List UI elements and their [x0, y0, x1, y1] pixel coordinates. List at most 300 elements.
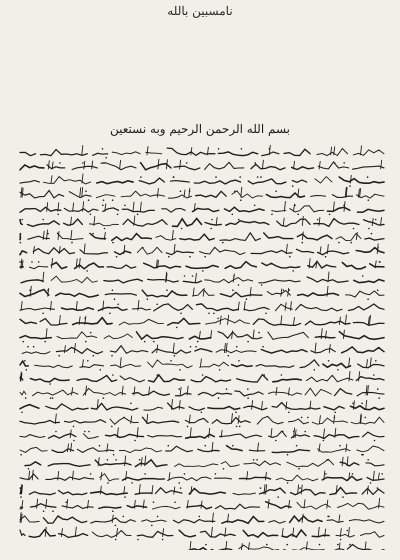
manuscript-line [20, 159, 384, 170]
script-word [144, 407, 163, 410]
script-word [119, 319, 163, 325]
manuscript-line [20, 145, 384, 158]
script-word [22, 352, 50, 354]
script-dot [260, 487, 262, 489]
script-word [64, 208, 98, 212]
script-stroke [193, 288, 194, 296]
manuscript-line [20, 400, 384, 414]
script-stroke [377, 244, 378, 254]
script-word [200, 531, 235, 537]
script-word [35, 365, 73, 368]
script-word [95, 460, 131, 465]
script-word [99, 507, 121, 508]
script-word [330, 488, 357, 495]
script-dot [361, 403, 363, 405]
manuscript-line [184, 541, 384, 550]
script-dot [247, 388, 249, 390]
script-word [46, 477, 94, 480]
script-stroke [367, 386, 368, 396]
script-word [21, 280, 43, 283]
script-dot [373, 374, 375, 376]
script-word [180, 234, 214, 240]
script-dot [343, 205, 345, 207]
script-dot [349, 544, 351, 546]
manuscript-line [20, 300, 384, 314]
script-stroke [189, 188, 190, 197]
script-dot [186, 162, 188, 164]
script-dot [168, 445, 170, 447]
script-stroke [334, 415, 335, 423]
script-word [290, 516, 323, 522]
script-dot [47, 233, 49, 235]
script-dot [233, 275, 235, 277]
script-dot [377, 289, 379, 291]
script-word [20, 361, 28, 366]
script-dot [352, 403, 354, 405]
script-dot [329, 214, 331, 216]
script-stroke [112, 515, 113, 522]
script-word [353, 150, 384, 156]
script-word [351, 406, 385, 410]
script-word [91, 403, 137, 410]
script-dot [190, 346, 192, 348]
script-dot [232, 445, 234, 447]
script-stroke [190, 541, 191, 550]
script-word [362, 488, 384, 494]
manuscript-line [20, 187, 384, 201]
script-word [367, 478, 384, 481]
script-dot [90, 473, 92, 475]
script-dot [213, 313, 215, 315]
script-word [179, 530, 195, 537]
script-stroke [172, 230, 173, 239]
script-word [327, 520, 343, 523]
script-stroke [32, 470, 33, 480]
script-dot [325, 256, 327, 258]
script-dot [55, 431, 57, 433]
script-stroke [339, 317, 340, 324]
script-stroke [200, 359, 201, 367]
script-dot [264, 374, 266, 376]
script-dot [379, 261, 381, 263]
script-word [332, 195, 352, 198]
script-dot [241, 148, 243, 150]
script-stroke [372, 218, 373, 225]
script-stroke [361, 146, 362, 155]
script-stroke [318, 527, 319, 536]
script-word [48, 434, 75, 439]
script-stroke [349, 371, 350, 381]
script-dot [93, 355, 95, 357]
script-dot [334, 417, 336, 419]
script-stroke [140, 202, 141, 211]
script-stroke [72, 388, 73, 395]
script-dot [218, 397, 220, 399]
script-word [29, 492, 55, 495]
script-word [272, 450, 309, 453]
script-dot [113, 454, 115, 456]
script-dot [103, 199, 105, 201]
script-stroke [329, 345, 330, 353]
script-dot [184, 473, 186, 475]
script-word [137, 247, 162, 254]
script-word [257, 416, 283, 424]
script-word [20, 447, 47, 452]
script-dot [238, 219, 240, 221]
script-dot [140, 176, 142, 178]
script-stroke [46, 499, 47, 508]
script-dot [71, 242, 73, 244]
script-dot [260, 176, 262, 178]
script-word [104, 279, 143, 283]
script-dot [338, 242, 340, 244]
script-stroke [241, 187, 242, 197]
script-word [353, 166, 385, 169]
script-dot [174, 355, 176, 357]
script-stroke [92, 161, 93, 169]
script-dot [277, 496, 279, 498]
script-dot [123, 417, 125, 419]
script-dot [115, 525, 117, 527]
script-word [48, 464, 90, 467]
script-dot [377, 487, 379, 489]
script-word [225, 262, 256, 269]
script-dot [52, 510, 54, 512]
script-word [186, 265, 218, 268]
script-word [318, 251, 349, 255]
script-stroke [327, 245, 328, 254]
script-dot [103, 397, 105, 399]
script-dot [73, 426, 75, 428]
script-dot [142, 247, 144, 249]
script-stroke [82, 360, 83, 367]
script-stroke [358, 189, 359, 197]
script-word [232, 191, 263, 198]
script-dot [85, 190, 87, 192]
script-dot [102, 205, 104, 207]
script-dot [111, 426, 113, 428]
script-dot [232, 214, 234, 216]
script-stroke [179, 401, 180, 410]
script-word [77, 448, 113, 453]
script-stroke [366, 400, 367, 409]
script-stroke [158, 159, 159, 169]
script-stroke [262, 402, 263, 410]
script-dot [112, 289, 114, 291]
script-word [20, 530, 25, 536]
script-word [297, 502, 330, 509]
script-word [135, 493, 152, 494]
script-dot [275, 190, 277, 192]
script-dot [367, 459, 369, 461]
script-dot [28, 468, 30, 470]
script-word [290, 206, 324, 212]
script-stroke [265, 472, 266, 480]
script-dot [156, 374, 158, 376]
script-word [205, 278, 253, 283]
script-word [73, 318, 112, 325]
script-dot [90, 214, 92, 216]
script-word [33, 248, 74, 254]
script-stroke [82, 146, 83, 155]
script-dot [25, 397, 27, 399]
script-word [187, 505, 212, 509]
script-word [162, 208, 185, 212]
script-dot [226, 388, 228, 390]
script-dot [368, 199, 370, 201]
manuscript-body [18, 140, 386, 550]
script-stroke [157, 188, 158, 197]
script-dot [92, 233, 94, 235]
script-word [189, 489, 225, 495]
script-dot [42, 219, 44, 221]
script-word [291, 489, 326, 495]
script-word [189, 336, 210, 339]
script-stroke [21, 188, 22, 198]
script-word [20, 181, 39, 184]
script-dot [137, 539, 139, 541]
script-word [153, 506, 181, 509]
script-word [317, 149, 348, 156]
script-word [233, 493, 255, 495]
script-stroke [281, 289, 282, 296]
script-stroke [319, 162, 320, 169]
script-dot [173, 176, 175, 178]
manuscript-line [20, 498, 384, 512]
script-dot [282, 431, 284, 433]
script-word [184, 548, 212, 550]
script-word [208, 407, 240, 410]
script-word [292, 180, 307, 182]
script-dot [178, 388, 180, 390]
script-dot [84, 431, 86, 433]
script-stroke [302, 514, 303, 522]
script-word [196, 304, 238, 311]
script-stroke [84, 161, 85, 169]
script-word [142, 417, 178, 423]
script-stroke [70, 430, 71, 438]
script-dot [337, 544, 339, 546]
manuscript-line [20, 315, 384, 328]
script-word [195, 349, 212, 352]
script-dot [339, 445, 341, 447]
script-dot [325, 473, 327, 475]
script-dot [353, 228, 355, 230]
script-dot [377, 388, 379, 390]
script-dot [254, 205, 256, 207]
script-stroke [262, 160, 263, 169]
script-stroke [373, 471, 374, 480]
script-dot [352, 473, 354, 475]
script-dot [131, 482, 133, 484]
script-dot [301, 417, 303, 419]
script-word [232, 365, 253, 367]
script-stroke [339, 515, 340, 523]
script-word [20, 152, 36, 155]
script-word [198, 449, 219, 451]
script-stroke [286, 244, 287, 254]
script-dot [218, 148, 220, 150]
script-dot [21, 261, 23, 263]
script-word [56, 347, 102, 353]
script-dot [82, 162, 84, 164]
script-dot [288, 289, 290, 291]
script-word [235, 391, 263, 396]
script-word [227, 446, 243, 451]
manuscript-line [20, 329, 384, 343]
script-stroke [271, 429, 272, 438]
script-word [107, 265, 136, 268]
script-dot [112, 374, 114, 376]
manuscript-line [25, 456, 384, 470]
script-word [29, 530, 55, 538]
script-word [110, 418, 138, 425]
script-dot [265, 313, 267, 315]
script-word [215, 478, 232, 479]
script-dot [130, 403, 132, 405]
script-dot [162, 539, 164, 541]
script-dot [298, 468, 300, 470]
script-word [64, 219, 83, 225]
script-word [77, 376, 117, 382]
script-word [272, 403, 320, 410]
script-dot [151, 525, 153, 527]
script-dot [21, 374, 23, 376]
script-word [28, 236, 49, 239]
script-dot [378, 397, 380, 399]
script-dot [287, 482, 289, 484]
script-dot [90, 332, 92, 334]
script-word [267, 291, 290, 296]
script-word [51, 263, 66, 269]
script-word [105, 294, 136, 295]
script-word [256, 365, 294, 368]
script-word [20, 308, 54, 310]
script-stroke [180, 160, 181, 169]
script-word [20, 290, 49, 297]
script-dot [297, 214, 299, 216]
script-dot [204, 256, 206, 258]
script-word [287, 459, 334, 466]
script-dot [287, 454, 289, 456]
script-word [221, 462, 239, 467]
script-word [83, 434, 98, 439]
script-dot [21, 412, 23, 414]
script-word [300, 360, 319, 368]
script-stroke [84, 244, 85, 254]
script-dot [86, 270, 88, 272]
script-dot [258, 332, 260, 334]
script-dot [271, 214, 273, 216]
script-word [314, 219, 359, 227]
script-word [216, 549, 232, 550]
script-dot [47, 289, 49, 291]
script-word [30, 266, 48, 268]
script-word [72, 166, 97, 169]
script-stroke [324, 429, 325, 438]
script-word [92, 531, 131, 538]
script-stroke [75, 527, 76, 537]
script-word [292, 167, 314, 170]
manuscript-line [20, 286, 384, 300]
script-word [139, 178, 164, 184]
script-word [322, 476, 362, 480]
script-word [308, 262, 336, 269]
script-dot [42, 313, 44, 315]
script-stroke [59, 316, 60, 325]
script-dot [20, 496, 22, 498]
script-word [20, 251, 27, 255]
script-stroke [169, 473, 170, 480]
script-dot [124, 205, 126, 207]
script-dot [256, 459, 258, 461]
script-stroke [359, 372, 360, 381]
script-stroke [201, 501, 202, 508]
script-dot [217, 318, 219, 320]
script-stroke [83, 202, 84, 212]
script-stroke [348, 528, 349, 537]
script-word [277, 219, 310, 226]
script-word [275, 304, 292, 310]
script-stroke [82, 187, 83, 197]
script-word [91, 492, 128, 495]
script-dot [109, 313, 111, 315]
script-word [262, 152, 279, 156]
script-word [218, 152, 257, 156]
script-stroke [319, 416, 320, 424]
script-dot [189, 256, 191, 258]
script-dot [52, 397, 54, 399]
script-dot [20, 454, 22, 456]
script-dot [205, 544, 207, 546]
script-word [142, 520, 166, 522]
script-stroke [286, 402, 287, 409]
script-word [312, 535, 329, 537]
script-word [137, 531, 172, 537]
script-word [298, 293, 339, 296]
manuscript-line [20, 428, 384, 442]
script-stroke [33, 246, 34, 253]
script-word [30, 378, 69, 382]
script-dot [137, 214, 139, 216]
script-stroke [336, 485, 337, 494]
script-dot [20, 242, 22, 244]
script-stroke [294, 317, 295, 324]
script-dot [307, 417, 309, 419]
script-word [168, 403, 184, 409]
script-dot [168, 256, 170, 258]
script-word [220, 434, 262, 438]
script-dot [112, 199, 114, 201]
script-dot [238, 360, 240, 362]
script-stroke [125, 456, 126, 466]
script-word [305, 388, 331, 396]
script-stroke [360, 189, 361, 198]
script-dot [314, 369, 316, 371]
manuscript-line [20, 386, 384, 399]
script-dot [134, 440, 136, 442]
script-word [80, 365, 104, 368]
script-word [358, 209, 385, 212]
script-word [152, 349, 191, 354]
script-dot [147, 298, 149, 300]
script-word [65, 420, 106, 423]
script-dot [153, 501, 155, 503]
script-dot [254, 162, 256, 164]
script-word [220, 292, 262, 296]
script-dot [99, 445, 101, 447]
script-word [174, 464, 218, 467]
